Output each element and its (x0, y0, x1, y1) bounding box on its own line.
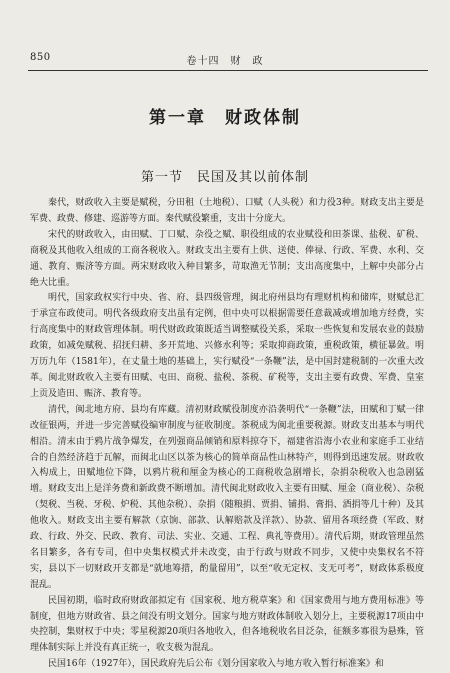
running-title: 卷十四 财 政 (186, 56, 264, 67)
paragraph: 秦代，财政收入主要是赋税，分田租（土地税）、口赋（人头税）和力役3种。财政支出主要是军费、政费、修建、巡游等方面。秦代赋役繁重，支出十分庞大。 (30, 198, 424, 224)
paragraph: 清代，闽北地方府、县均有库藏。清初财政赋役制度亦沿袭明代“一条鞭”法，田赋和丁赋一律改征银两，并进一步完善赋役编审制度与征收制度。茶税成为闽北重要税源。财政支出基本与明代相沿。清末由于鸦片战争爆发，在列强商品倾销和原料掠夺下，福建省沿海小农业和家庭手工业结合的自然经济趋于瓦解，而闽北山区以茶为核心的简单商品性山林特产，则得到迅速发展。财政收入构成上，田赋地位下降，以鸦片税和厘金为核心的工商税收急剧增长，杂捐杂税收入也急剧猛增。财政支出上是洋务费和新政费不断增加。清代闽北财政收入主要有田赋、厘金（商业税）、杂税（契税、当税、牙税、炉税、其他杂税）、杂捐（随粮捐、贾捐、铺捐、膏捐、酒捐等几十种）及其他收入。财政支出主要有解款（京饷、部款、认解赔款及洋款）、协款、留用各项经费（军政、财政、行政、外交、民政、教育、司法、实业、交通、工程、典礼等费用）。清代后期，财政管理虽然名目繁多，各有专司，但中央集权模式并未改变，由于行政与财政不同步，又使中央集权名不符实，县以下一切财政开支都是“就地筹措，酌量留用”，以至“收无定权、支无可考”，财政体系极度混乱。 (30, 404, 424, 590)
chapter-title: 第一章 财政体制 (149, 108, 301, 128)
paragraph: 明代，国家政权实行中央、省、府、县四级管理，闽北府州县均有理财机构和储库，财赋总汇于承宣布政使司。明代各级政府支出虽有定例，但中央可以根据需要任意裁减或增加地方经费，实行高度集中的财政管理体制。明代财政政策既适当调整赋役关系，采取一些恢复和发展农业的鼓励政策，如减免赋税、招抚归耕、多开荒地、兴修水利等；采取抑商政策，重税政策，横征暴敛。明万历九年（1581年），在丈量土地的基础上，实行赋役“一条鞭”法，是中国封建税制的一次重大改革。闽北财政收入主要有田赋、屯田、商税、盐税、茶税、矿税等，支出主要有政费、军费、皇室上贡及造田、赈济、教育等。 (30, 293, 424, 399)
body-text (30, 196, 424, 673)
paragraph: 宋代的财政收入，由田赋、丁口赋、杂役之赋、职役组成的农业赋役和田茶课、盐税、矿税、商税及其他收入组成的工商各税收入。财政支出主要有上供、送使、俸禄、行政、军费、水利、交通、教育、赈济等方面。两宋财政收入种目繁多，苛取渔无节制；支出高度集中，上解中央部分占绝大比重。 (30, 229, 424, 288)
paragraph: 民国初期，临时政府财政部拟定有《国家税、地方税草案》和《国家费用与地方费用标准》等制度，但地方财政省、县之间没有明文划分。国家与地方财政体制收入划分上，主要税源17项由中央控制，集财权于中央；零星税源20项归各地收入，但各地税收名目泛杂，征额多寡很为悬殊，管理体制实际上并没有真正统一，收支极为混乱。 (30, 595, 424, 654)
running-header (0, 52, 450, 68)
page-number: 850 (30, 52, 51, 63)
header-rule (28, 70, 428, 71)
section-title: 第一节 民国及其以前体制 (140, 170, 309, 185)
paragraph: 民国16年（1927年），国民政府先后公布《划分国家收入与地方收入暂行标准案》和 (48, 659, 384, 670)
